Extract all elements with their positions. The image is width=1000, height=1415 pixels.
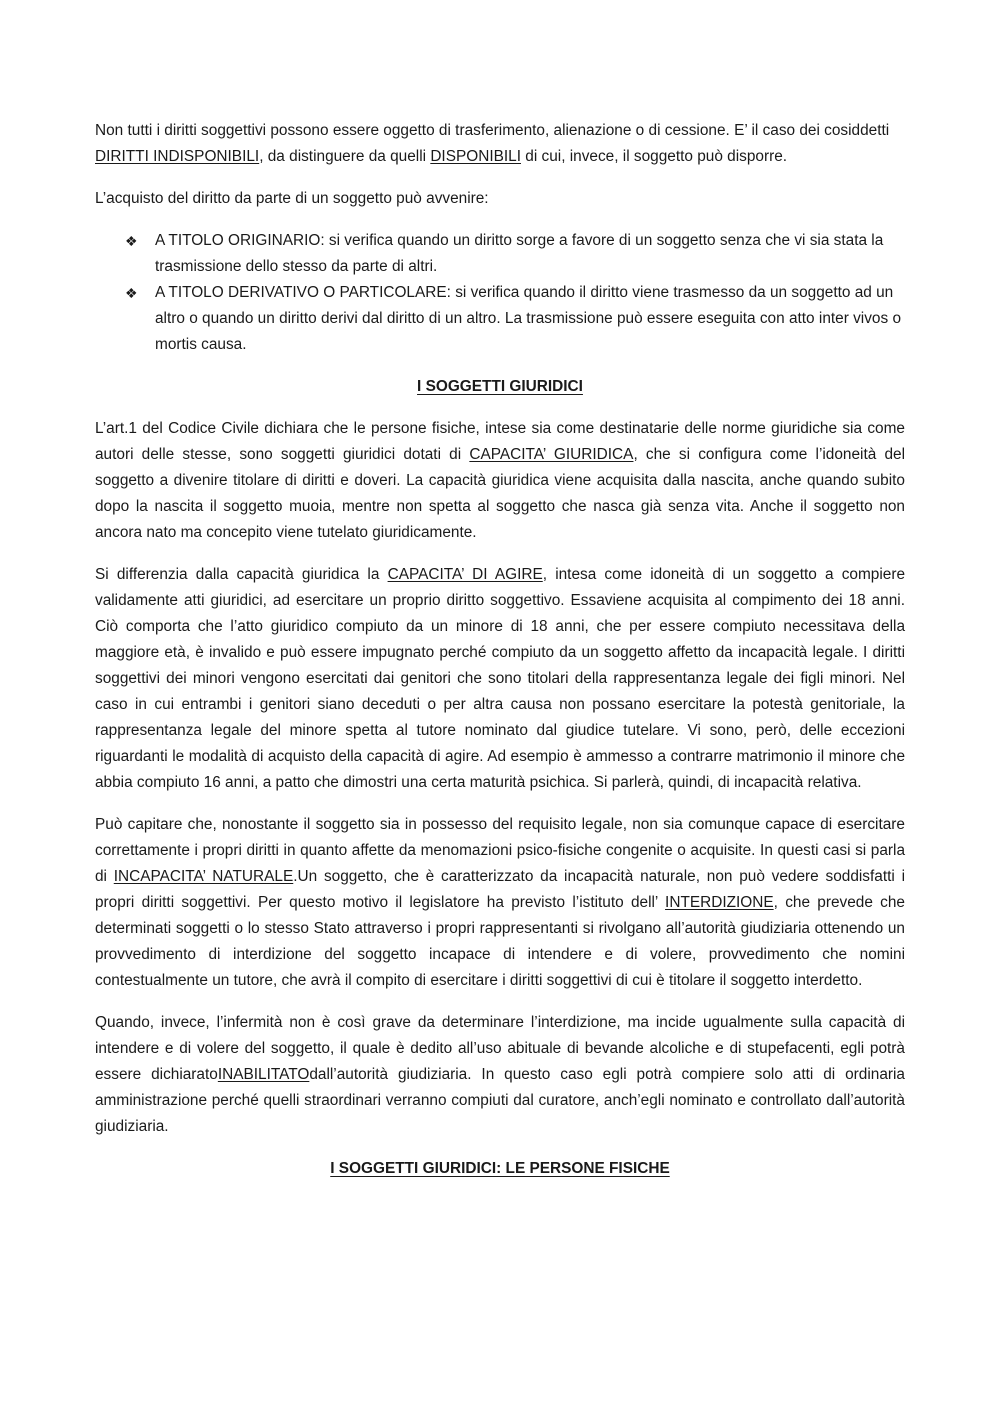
text: Quando, invece, l’infermità non è così grave da determinare l’interdizione, ma incide ugualmente sulla capacità di intendere e di volere del soggetto, il quale è dedito all’uso abituale di bevande alcoliche e di stupefacenti, egli potrà essere dichiarato [95,1014,905,1083]
text: L’art.1 del Codice Civile dichiara che le persone fisiche, intese sia come destinatarie delle norme giuridiche sia come autori delle stesse, sono soggetti giuridici dotati di [95,420,905,463]
text: , che prevede che determinati soggetti o lo stesso Stato attraverso i propri rappresentanti si rivolgano all’autorità giudiziaria ottenendo un provvedimento di interdizione del soggetto incapace di intendere e di volere, provvedimento che nomini contestualmente un tutore, che avrà il compito di esercitare i diritti soggettivi di cui è titolare il soggetto interdetto. [95,894,905,989]
underlined-term-incapacita-naturale: INCAPACITA’ NATURALE [113,868,294,885]
bullet-list [95,228,905,358]
underlined-term-capacita-giuridica: CAPACITA’ GIURIDICA [469,446,634,463]
text: , che si configura come l’idoneità del soggetto a divenire titolare di diritti e doveri. La capacità giuridica viene acquisita dalla nascita, anche quando subito dopo la nascita il soggetto muoia, mentre non spetta al soggetto che nasca già senza vita. Anche il soggetto non ancora nato ma concepito viene tutelato giuridicamente. [95,446,906,541]
underlined-term-interdizione: INTERDIZIONE [665,894,774,911]
list-item [125,280,905,358]
diamond-bullet-icon: ❖ [125,233,138,249]
paragraph-incapacita-naturale [95,812,905,994]
text: di cui, invece, il soggetto può disporre. [520,148,788,165]
text: Può capitare che, nonostante il soggetto sia in possesso del requisito legale, non sia comunque capace di esercitare correttamente i propri diritti in quanto affette da menomazioni psico-fisiche congenite o acquisite. In questi casi si parla di [95,816,905,885]
list-item-text: A TITOLO ORIGINARIO: si verifica quando un diritto sorge a favore di un soggetto senza che vi sia stata la trasmissione dello stesso da parte di altri. [155,232,884,275]
list-item-text: A TITOLO DERIVATIVO O PARTICOLARE: si verifica quando il diritto viene trasmesso da un soggetto ad un altro o quando un diritto derivi dal diritto di un altro. La trasmissione può essere eseguita con atto inter vivos o mortis causa. [155,284,902,353]
section-heading-soggetti-giuridici: I SOGGETTI GIURIDICI [417,378,583,395]
paragraph-acquisto: L’acquisto del diritto da parte di un soggetto può avvenire: [95,190,489,207]
text: Si differenzia dalla capacità giuridica la [95,566,388,583]
list-item [125,228,905,280]
paragraph-capacita-di-agire [95,562,905,796]
paragraph-diritti-indisponibili [95,118,905,170]
underlined-term-capacita-di-agire: CAPACITA’ DI AGIRE [387,566,543,583]
paragraph-capacita-giuridica [95,416,905,546]
underlined-term-inabilitato: INABILITATO [217,1066,310,1083]
section-heading-persone-fisiche: I SOGGETTI GIURIDICI: LE PERSONE FISICHE [330,1160,670,1177]
text: dall’autorità giudiziaria. In questo caso egli potrà compiere solo atti di ordinaria amministrazione perché quelli straordinari verranno compiuti dal curatore, anch’egli nominato e controllato dall’autorità giudiziaria. [95,1066,905,1135]
text: , da distinguere da quelli [259,148,431,165]
underlined-term-disponibili: DISPONIBILI [430,148,521,165]
underlined-term-diritti-indisponibili: DIRITTI INDISPONIBILI [95,148,260,165]
text: , intesa come idoneità di un soggetto a compiere validamente atti giuridici, ad esercitare un proprio diritto soggettivo. Essaviene acquisita al compimento dei 18 anni. Ciò comporta che l’atto giuridico compiuto da un minore di 18 anni, che per essere compiuto necessitava della maggiore età, è invalido e può essere impugnato perché compiuto da un soggetto affetto da incapacità legale. I diritti soggettivi dei minori vengono esercitati dai genitori che sono titolari della rappresentanza legale dei figli minori. Nel caso in cui entrambi i genitori siano deceduti o per altra causa non possano esercitare la potestà genitoriale, la rappresentanza legale del minore spetta al tutore nominato dal giudice tutelare. Vi sono, però, delle eccezioni riguardanti le modalità di acquisto della capacità di agire. Ad esempio è ammesso a contrarre matrimonio il minore che abbia compiuto 16 anni, a patto che dimostri una certa maturità psichica. Si parlerà, quindi, di incapacità relativa. [95,566,906,791]
text: Non tutti i diritti soggettivi possono essere oggetto di trasferimento, alienazione o di cessione. E’ il caso dei cosiddetti [95,122,890,139]
text: .Un soggetto, che è caratterizzato da incapacità naturale, non può vedere soddisfatti i propri diritti soggettivi. Per questo motivo il legislatore ha previsto l’istituto dell’ [95,868,905,911]
paragraph-inabilitazione [95,1010,905,1140]
diamond-bullet-icon: ❖ [125,285,138,301]
document-page [95,118,905,1198]
